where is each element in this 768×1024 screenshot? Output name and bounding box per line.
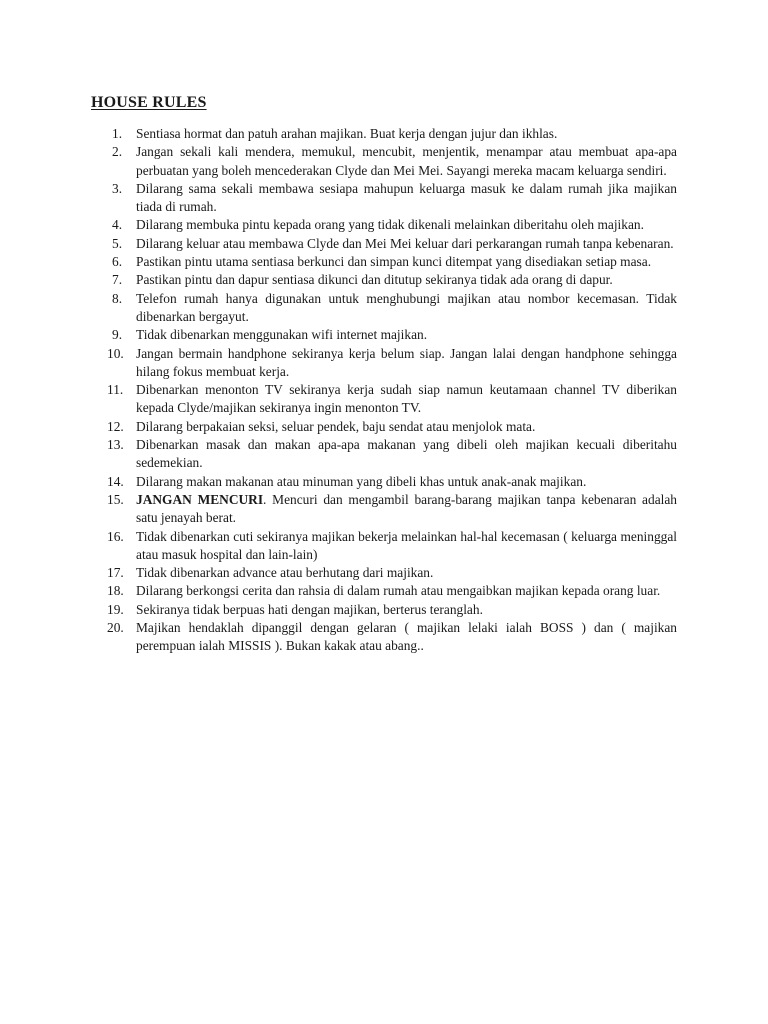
rule-item-5: [91, 235, 677, 253]
rule-text: Majikan hendaklah dipanggil dengan gelaran ( majikan lelaki ialah BOSS ) dan ( majikan perempuan ialah MISSIS ). Bukan kakak atau abang..: [136, 620, 677, 654]
rule-text: Sekiranya tidak berpuas hati dengan majikan, berterus teranglah.: [136, 601, 483, 617]
rule-number: 6.: [112, 254, 123, 270]
rule-number: 19.: [107, 601, 124, 617]
rule-text: Dibenarkan menonton TV sekiranya kerja sudah siap namun keutamaan channel TV diberikan kepada Clyde/majikan sekiranya ingin menonton TV.: [136, 382, 677, 416]
rule-item-1: [91, 125, 677, 143]
rule-item-3: [91, 180, 677, 217]
rule-number: 18.: [107, 583, 124, 599]
rule-item-13: [91, 436, 677, 473]
rule-number: 17.: [107, 565, 124, 581]
rule-item-8: [91, 290, 677, 327]
rule-text: [136, 491, 677, 528]
rule-number: 14.: [107, 473, 124, 489]
rule-text: Dilarang sama sekali membawa sesiapa mahupun keluarga masuk ke dalam rumah jika majikan tiada di rumah.: [136, 180, 677, 215]
rule-number: 8.: [112, 290, 123, 306]
rule-item-11: [91, 381, 677, 418]
rule-item-6: [91, 253, 677, 271]
rule-item-2: [91, 143, 677, 180]
rule-number: 13.: [107, 437, 124, 453]
rule-text: Dilarang membuka pintu kepada orang yang tidak dikenali melainkan diberitahu oleh majikan.: [136, 217, 644, 233]
rule-text: Tidak dibenarkan menggunakan wifi internet majikan.: [136, 327, 428, 343]
rule-number: 10.: [107, 345, 124, 361]
rule-item-19: [91, 601, 677, 619]
rule-number: 4.: [112, 217, 123, 233]
rule-item-12: [91, 418, 677, 436]
rule-number: 7.: [112, 272, 123, 288]
rule-number: 9.: [112, 327, 123, 343]
rule-item-17: [91, 564, 677, 582]
rules-list: [91, 125, 677, 656]
rule-item-7: [91, 271, 677, 289]
rule-item-20: [91, 619, 677, 656]
rule-number: 2.: [112, 144, 123, 160]
rule-text: Dilarang berkongsi cerita dan rahsia di dalam rumah atau mengaibkan majikan kepada orang luar.: [136, 583, 661, 599]
rule-text: Pastikan pintu dan dapur sentiasa dikunci dan ditutup sekiranya tidak ada orang di dapur.: [136, 272, 613, 288]
rule-text: Jangan sekali kali mendera, memukul, mencubit, menjentik, menampar atau membuat apa-apa perbuatan yang boleh mencederakan Clyde dan Mei Mei. Sayangi mereka macam keluarga sendiri.: [136, 144, 677, 178]
rule-text: Telefon rumah hanya digunakan untuk menghubungi majikan atau nombor kecemasan. Tidak dibenarkan bergayut.: [136, 290, 677, 324]
rule-text: Dilarang makan makanan atau minuman yang dibeli khas untuk anak-anak majikan.: [136, 473, 587, 489]
rule-text-rest: . Mencuri dan mengambil barang-barang majikan tanpa kebenaran adalah satu jenayah berat.: [136, 491, 678, 526]
rule-text: Dilarang keluar atau membawa Clyde dan Mei Mei keluar dari perkarangan rumah tanpa kebenaran.: [136, 235, 674, 251]
rule-number: 15.: [107, 491, 124, 507]
rule-text: Tidak dibenarkan advance atau berhutang dari majikan.: [136, 565, 434, 581]
rule-text: Pastikan pintu utama sentiasa berkunci dan simpan kunci ditempat yang disediakan setiap masa.: [136, 254, 652, 270]
rule-text: Jangan bermain handphone sekiranya kerja belum siap. Jangan lalai dengan handphone sehingga hilang fokus membuat kerja.: [136, 345, 677, 379]
rule-item-15: [91, 491, 677, 528]
rule-text: Tidak dibenarkan cuti sekiranya majikan bekerja melainkan hal-hal kecemasan ( keluarga meninggal atau masuk hospital dan lain-lain): [136, 528, 677, 562]
rule-item-10: [91, 345, 677, 382]
rule-item-4: [91, 216, 677, 234]
rule-item-14: [91, 473, 677, 491]
rule-emphasis: JANGAN MENCURI: [136, 491, 264, 507]
rule-number: 1.: [112, 126, 123, 141]
rule-text: Dilarang berpakaian seksi, seluar pendek, baju sendat atau menjolok mata.: [136, 418, 536, 434]
rule-number: 5.: [112, 235, 123, 251]
rule-item-9: [91, 326, 677, 344]
rule-number: 3.: [112, 180, 123, 196]
rule-text: Dibenarkan masak dan makan apa-apa makanan yang dibeli oleh majikan kecuali diberitahu sedemekian.: [136, 437, 677, 471]
rule-item-16: [91, 528, 677, 565]
rule-number: 20.: [107, 620, 124, 636]
rule-number: 16.: [107, 528, 124, 544]
rule-text: Sentiasa hormat dan patuh arahan majikan. Buat kerja dengan jujur dan ikhlas.: [136, 126, 558, 141]
rule-number: 12.: [107, 418, 124, 434]
page-title: HOUSE RULES: [91, 94, 207, 111]
rule-item-18: [91, 582, 677, 600]
rule-number: 11.: [107, 382, 124, 398]
